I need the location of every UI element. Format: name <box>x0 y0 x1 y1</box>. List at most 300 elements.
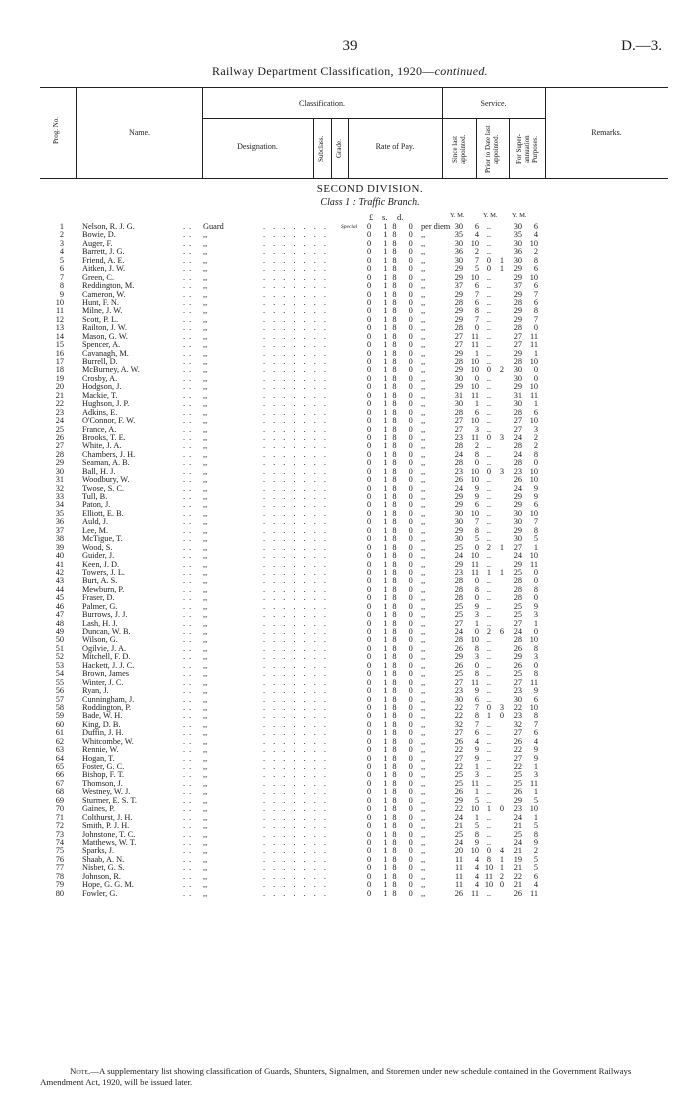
employee-name: Towers, J. L. <box>82 567 125 577</box>
since-months: 0 <box>474 323 479 333</box>
pay-period: ,, <box>421 272 426 282</box>
prior-years: .. <box>486 390 492 400</box>
employee-name: Foster, G. C. <box>82 762 125 771</box>
rate-of-pay: 0 18 0 <box>367 542 418 552</box>
prog-no: 5 <box>59 255 64 265</box>
subheader-years-months-2: Y. M. <box>483 212 498 219</box>
super-years: 29 <box>513 382 522 392</box>
super-months: 1 <box>533 348 538 358</box>
pay-period: ,, <box>421 854 426 864</box>
prog-no: 65 <box>55 762 64 771</box>
rate-of-pay: 0 18 0 <box>367 382 418 392</box>
super-years: 30 <box>513 508 522 518</box>
prior-months: 1 <box>499 264 505 274</box>
pay-period: ,, <box>421 357 426 366</box>
leader-dots: . . <box>183 812 193 822</box>
since-years: 30 <box>454 508 463 518</box>
prior-years: .. <box>486 745 492 755</box>
header-service: Service. <box>480 99 507 108</box>
rate-of-pay: 0 18 0 <box>367 770 418 780</box>
leader-dots: . . <box>183 871 193 881</box>
employee-name: Gaines, P. <box>82 804 115 814</box>
leader-dots: . . . . . . . <box>263 770 329 780</box>
prog-no: 61 <box>55 728 64 738</box>
rate-of-pay: 0 18 0 <box>367 694 418 704</box>
since-years: 30 <box>454 238 463 248</box>
rate-of-pay: 0 18 0 <box>367 871 418 881</box>
header-remarks: Remarks. <box>591 128 622 137</box>
leader-dots: . . <box>183 719 193 729</box>
super-months: 5 <box>533 863 538 873</box>
super-months: 9 <box>533 492 538 501</box>
rate-of-pay: 0 18 0 <box>367 804 418 814</box>
employee-name: Bishop, F. T. <box>82 770 125 780</box>
since-years: 29 <box>454 795 463 805</box>
employee-name: Sparks, J. <box>82 846 115 856</box>
since-months: 10 <box>470 382 479 392</box>
leader-dots: . . <box>183 222 193 231</box>
super-months: 5 <box>533 821 538 831</box>
leader-dots: . . . . . . . <box>263 601 329 611</box>
super-years: 28 <box>513 407 522 417</box>
super-years: 21 <box>513 863 522 873</box>
leader-dots: . . <box>183 778 193 788</box>
prog-no: 6 <box>59 264 64 274</box>
prior-years: .. <box>486 829 492 839</box>
prior-years: .. <box>486 492 492 501</box>
since-years: 32 <box>454 719 463 729</box>
super-months: 3 <box>533 610 538 620</box>
pay-period: ,, <box>421 795 426 805</box>
employee-name: Ryan, J. <box>82 686 109 696</box>
since-years: 29 <box>454 492 463 501</box>
since-months: 11 <box>471 888 479 898</box>
since-months: 7 <box>474 517 479 527</box>
since-years: 29 <box>454 348 463 358</box>
designation: ,, <box>203 365 208 375</box>
leader-dots: . . <box>183 289 193 299</box>
prior-years: .. <box>486 458 492 468</box>
employee-name: King, D. B. <box>82 719 121 729</box>
since-years: 31 <box>454 390 463 400</box>
employee-name: Ball, H. J. <box>82 466 116 476</box>
rate-of-pay: 0 18 0 <box>367 416 418 426</box>
pay-period: ,, <box>421 719 426 729</box>
since-months: 9 <box>474 753 479 763</box>
super-months: 9 <box>533 745 538 755</box>
prog-no: 77 <box>55 863 64 873</box>
pay-period: ,, <box>421 458 426 468</box>
rate-of-pay: 0 18 0 <box>367 753 418 763</box>
leader-dots: . . . . . . . <box>263 863 329 873</box>
prior-years: .. <box>486 416 492 426</box>
header-bottom-rule <box>40 178 668 179</box>
super-years: 26 <box>513 736 522 746</box>
super-years: 30 <box>513 222 522 231</box>
super-months: 9 <box>533 601 538 611</box>
prog-no: 51 <box>55 643 64 653</box>
leader-dots: . . <box>183 407 193 417</box>
super-months: 3 <box>533 770 538 780</box>
prog-no: 52 <box>55 652 64 662</box>
leader-dots: . . <box>183 264 193 274</box>
leader-dots: . . <box>183 669 193 679</box>
designation: ,, <box>203 854 208 864</box>
prior-months: 6 <box>499 627 505 636</box>
designation: ,, <box>203 323 208 333</box>
employee-name: Scott, P. L. <box>82 314 119 324</box>
super-months: 1 <box>533 542 538 552</box>
leader-dots: . . . . . . . <box>263 880 329 890</box>
rate-of-pay: 0 18 0 <box>367 458 418 468</box>
leader-dots: . . <box>183 863 193 873</box>
pay-period: ,, <box>421 821 426 831</box>
employee-name: Thomson, J. <box>82 778 123 788</box>
since-months: 10 <box>470 475 479 485</box>
leader-dots: . . . . . . . <box>263 559 329 569</box>
prior-years: 2 <box>486 627 492 636</box>
prog-no: 11 <box>56 306 64 316</box>
since-months: 6 <box>474 694 479 704</box>
designation: ,, <box>203 264 208 274</box>
super-months: 0 <box>533 593 538 603</box>
rate-of-pay: 0 18 0 <box>367 399 418 409</box>
prog-no: 33 <box>55 492 64 501</box>
leader-dots: . . <box>183 880 193 890</box>
pay-period: ,, <box>421 837 426 847</box>
pay-period: ,, <box>421 618 426 628</box>
since-months: 1 <box>474 399 479 409</box>
prog-no: 57 <box>55 694 64 704</box>
designation: ,, <box>203 618 208 628</box>
designation: ,, <box>203 458 208 468</box>
header-designation: Designation. <box>237 142 278 151</box>
designation: ,, <box>203 373 208 383</box>
since-months: 1 <box>474 348 479 358</box>
pay-period: ,, <box>421 399 426 409</box>
rate-of-pay: 0 18 0 <box>367 821 418 831</box>
super-months: 8 <box>533 449 538 459</box>
since-years: 36 <box>454 247 463 257</box>
leader-dots: . . . . . . . <box>263 686 329 696</box>
super-months: 10 <box>529 635 538 645</box>
leader-dots: . . . . . . . <box>263 399 329 409</box>
designation: ,, <box>203 525 208 535</box>
super-years: 28 <box>513 297 522 307</box>
pay-period: ,, <box>421 432 426 442</box>
super-months: 2 <box>533 247 538 257</box>
leader-dots: . . . . . . . <box>263 432 329 442</box>
since-months: 10 <box>470 846 479 856</box>
since-months: 9 <box>474 601 479 611</box>
employee-name: Aitken, J. W. <box>82 264 126 274</box>
rate-of-pay: 0 18 0 <box>367 255 418 265</box>
designation: ,, <box>203 432 208 442</box>
pay-period: ,, <box>421 314 426 324</box>
rate-of-pay: 0 18 0 <box>367 787 418 797</box>
super-months: 7 <box>533 517 538 527</box>
pay-period: ,, <box>421 466 426 476</box>
rate-of-pay: 0 18 0 <box>367 331 418 341</box>
employee-name: McBurney, A. W. <box>82 365 140 375</box>
rate-of-pay: 0 18 0 <box>367 348 418 358</box>
since-months: 0 <box>474 660 479 670</box>
super-months: 2 <box>533 441 538 451</box>
page-code: D.—3. <box>621 38 662 54</box>
pay-period: ,, <box>421 373 426 383</box>
since-months: 11 <box>471 778 479 788</box>
employee-name: Woodbury, W. <box>82 475 130 485</box>
employee-name: Wilson, G. <box>82 635 118 645</box>
division-title: SECOND DIVISION. <box>316 183 424 195</box>
leader-dots: . . . . . . . <box>263 534 329 544</box>
super-years: 25 <box>513 669 522 679</box>
since-months: 0 <box>474 576 479 586</box>
leader-dots: . . <box>183 281 193 291</box>
since-months: 0 <box>474 593 479 603</box>
employee-name: Mitchell, F. D. <box>82 652 131 662</box>
super-years: 22 <box>513 871 522 881</box>
prior-months: 3 <box>499 702 505 712</box>
page-title <box>0 64 700 79</box>
super-months: 6 <box>533 297 538 307</box>
designation: ,, <box>203 534 208 544</box>
prior-years: .. <box>486 753 492 763</box>
rate-of-pay: 0 18 0 <box>367 736 418 746</box>
super-years: 25 <box>513 567 522 577</box>
pay-period: ,, <box>421 534 426 544</box>
prog-no: 60 <box>55 719 64 729</box>
since-months: 4 <box>474 736 479 746</box>
leader-dots: . . <box>183 804 193 814</box>
since-months: 11 <box>471 559 479 569</box>
prog-no: 55 <box>55 677 64 687</box>
since-years: 24 <box>454 812 463 822</box>
leader-dots: . . <box>183 567 193 577</box>
header-rate-of-pay: Rate of Pay. <box>375 142 415 151</box>
designation: ,, <box>203 778 208 788</box>
prior-months: 1 <box>499 567 505 577</box>
leader-dots: . . . . . . . <box>263 382 329 392</box>
rate-of-pay: 0 18 0 <box>367 888 418 898</box>
since-months: 10 <box>470 508 479 518</box>
leader-dots: . . . . . . . <box>263 222 329 231</box>
prog-no: 22 <box>55 399 64 409</box>
since-months: 3 <box>474 424 479 434</box>
pay-period: ,, <box>421 517 426 527</box>
leader-dots: . . . . . . . <box>263 365 329 375</box>
employee-name: Seaman, A. B. <box>82 458 130 468</box>
leader-dots: . . <box>183 357 193 366</box>
since-years: 25 <box>454 610 463 620</box>
pay-period: ,, <box>421 829 426 839</box>
pay-period: ,, <box>421 610 426 620</box>
prior-years: .. <box>486 306 492 316</box>
leader-dots: . . . . . . . <box>263 289 329 299</box>
employee-name: Mackie, T. <box>82 390 118 400</box>
prior-years: .. <box>486 610 492 620</box>
footnote-text: —A supplementary list showing classification of Guards, Shunters, Signalmen, and Storemen under new schedule contained in the Government Railways Amendment Act, 1920, will be issued later. <box>40 1066 632 1087</box>
employee-name: Duncan, W. B. <box>82 627 131 636</box>
super-years: 22 <box>513 762 522 771</box>
super-months: 8 <box>533 711 538 721</box>
subheader-pence: d. <box>397 212 404 222</box>
leader-dots: . . . . . . . <box>263 627 329 636</box>
prior-years: .. <box>486 289 492 299</box>
prog-no: 70 <box>55 804 64 814</box>
since-months: 11 <box>471 567 479 577</box>
leader-dots: . . . . . . . <box>263 424 329 434</box>
since-months: 10 <box>470 551 479 561</box>
rate-of-pay: 0 18 0 <box>367 863 418 873</box>
since-months: 1 <box>474 762 479 771</box>
leader-dots: . . <box>183 424 193 434</box>
since-months: 4 <box>474 880 479 890</box>
since-months: 6 <box>474 728 479 738</box>
since-months: 6 <box>474 281 479 291</box>
header-rule <box>442 118 545 119</box>
employee-name: Twose, S. C. <box>82 483 125 493</box>
prog-no: 28 <box>55 449 64 459</box>
designation: ,, <box>203 357 208 366</box>
prog-no: 24 <box>55 416 64 426</box>
since-years: 28 <box>454 441 463 451</box>
leader-dots: . . <box>183 576 193 586</box>
prog-no: 21 <box>55 390 64 400</box>
since-years: 28 <box>454 407 463 417</box>
since-years: 27 <box>454 424 463 434</box>
since-months: 9 <box>474 837 479 847</box>
prior-years: .. <box>486 382 492 392</box>
leader-dots: . . <box>183 441 193 451</box>
employee-name: Tull, B. <box>82 492 108 501</box>
pay-period: ,, <box>421 762 426 771</box>
super-years: 28 <box>513 357 522 366</box>
subheader-years-months-3: Y. M. <box>512 212 527 219</box>
super-months: 10 <box>529 508 538 518</box>
designation: ,, <box>203 863 208 873</box>
super-years: 24 <box>513 483 522 493</box>
prior-years: .. <box>486 812 492 822</box>
since-months: 6 <box>474 500 479 510</box>
employee-name: Guider, J. <box>82 551 115 561</box>
pay-period: ,, <box>421 669 426 679</box>
prog-no: 2 <box>59 230 64 240</box>
prior-years: .. <box>486 247 492 257</box>
rate-of-pay: 0 18 0 <box>367 323 418 333</box>
prog-no: 36 <box>55 517 64 527</box>
since-months: 11 <box>471 340 479 350</box>
since-months: 7 <box>474 719 479 729</box>
pay-period: ,, <box>421 424 426 434</box>
rate-of-pay: 0 18 0 <box>367 500 418 510</box>
pay-period: ,, <box>421 255 426 265</box>
prior-years: .. <box>486 230 492 240</box>
since-months: 3 <box>474 652 479 662</box>
since-months: 5 <box>474 534 479 544</box>
pay-period: ,, <box>421 677 426 687</box>
designation: ,, <box>203 567 208 577</box>
super-months: 8 <box>533 306 538 316</box>
since-years: 26 <box>454 475 463 485</box>
since-years: 25 <box>454 778 463 788</box>
rate-of-pay: 0 18 0 <box>367 222 418 231</box>
rate-of-pay: 0 18 0 <box>367 449 418 459</box>
rate-of-pay: 0 18 0 <box>367 534 418 544</box>
prog-no: 78 <box>55 871 64 881</box>
designation: ,, <box>203 584 208 594</box>
super-months: 3 <box>533 652 538 662</box>
leader-dots: . . <box>183 390 193 400</box>
leader-dots: . . . . . . . <box>263 728 329 738</box>
leader-dots: . . . . . . . <box>263 517 329 527</box>
leader-dots: . . <box>183 458 193 468</box>
rate-of-pay: 0 18 0 <box>367 272 418 282</box>
prior-years: .. <box>486 475 492 485</box>
prog-no: 48 <box>55 618 64 628</box>
super-years: 30 <box>513 255 522 265</box>
pay-period: ,, <box>421 483 426 493</box>
leader-dots: . . <box>183 492 193 501</box>
since-months: 4 <box>474 854 479 864</box>
prog-no: 29 <box>55 458 64 468</box>
leader-dots: . . <box>183 483 193 493</box>
since-months: 4 <box>474 863 479 873</box>
super-years: 24 <box>513 837 522 847</box>
prog-no: 76 <box>55 854 64 864</box>
employee-name: Bowie, D. <box>82 230 116 240</box>
prior-years: 10 <box>484 880 494 890</box>
since-years: 22 <box>454 711 463 721</box>
rate-of-pay: 0 18 0 <box>367 686 418 696</box>
since-years: 29 <box>454 314 463 324</box>
employee-name: Johnson, R. <box>82 871 121 881</box>
designation: ,, <box>203 669 208 679</box>
designation: ,, <box>203 348 208 358</box>
rate-of-pay: 0 18 0 <box>367 610 418 620</box>
prior-years: .. <box>486 821 492 831</box>
super-years: 26 <box>513 888 522 898</box>
since-years: 22 <box>454 745 463 755</box>
prior-years: .. <box>486 508 492 518</box>
leader-dots: . . . . . . . <box>263 390 329 400</box>
since-years: 30 <box>454 399 463 409</box>
prior-years: 0 <box>486 264 492 274</box>
pay-period: ,, <box>421 230 426 240</box>
since-months: 6 <box>474 407 479 417</box>
leader-dots: . . . . . . . <box>263 449 329 459</box>
since-years: 29 <box>454 264 463 274</box>
designation: ,, <box>203 880 208 890</box>
since-months: 0 <box>474 627 479 636</box>
super-years: 25 <box>513 610 522 620</box>
super-months: 8 <box>533 584 538 594</box>
super-months: 0 <box>533 576 538 586</box>
header-rule <box>509 118 510 179</box>
since-years: 22 <box>454 762 463 771</box>
prior-years: 0 <box>486 702 492 712</box>
prior-years: .. <box>486 584 492 594</box>
rate-of-pay: 0 18 0 <box>367 238 418 248</box>
designation: ,, <box>203 745 208 755</box>
prog-no: 3 <box>59 238 64 248</box>
since-years: 27 <box>454 331 463 341</box>
designation: ,, <box>203 601 208 611</box>
since-months: 10 <box>470 357 479 366</box>
super-months: 10 <box>529 416 538 426</box>
since-years: 28 <box>454 584 463 594</box>
rate-of-pay: 0 18 0 <box>367 660 418 670</box>
